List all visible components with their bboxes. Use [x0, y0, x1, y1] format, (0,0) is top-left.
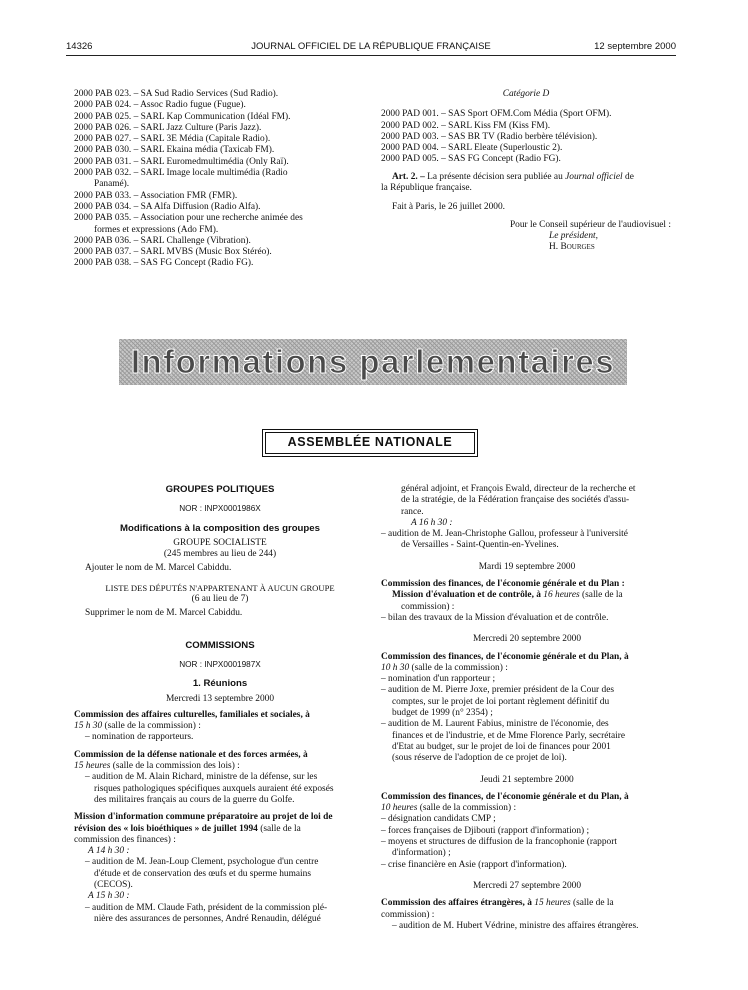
- commissions-heading: COMMISSIONS: [185, 639, 255, 651]
- commission-title: Commission des finances, de l'économie générale et du Plan :: [381, 579, 625, 590]
- reunions-heading: 1. Réunions: [192, 678, 248, 690]
- commission-time: 10 h 30: [381, 662, 410, 673]
- commission-title: Commission de la défense nationale et des forces armées, à: [74, 749, 308, 760]
- groupe-socialiste-count: (245 membres au lieu de 244): [163, 549, 277, 560]
- groupe-socialiste: GROUPE SOCIALISTE: [173, 537, 267, 548]
- section-banner: [119, 339, 627, 385]
- signature-name: H. Bourges: [549, 242, 595, 253]
- list-item: 2000 PAD 004. – SARL Eleate (Superloustic 2).: [381, 143, 563, 154]
- commission-title: Commission des finances, de l'économie générale et du Plan, à: [381, 791, 629, 802]
- commission-time: 16 heures: [543, 590, 580, 601]
- page-header: [66, 40, 676, 54]
- commission-title: Mission d'information commune préparatoire au projet de loi de: [74, 812, 333, 823]
- agenda-item: – forces françaises de Djibouti (rapport d'information) ;: [381, 825, 590, 836]
- agenda-item: – audition de M. Alain Richard, ministre de la défense, sur les: [85, 772, 318, 783]
- signature-title: Le président,: [549, 230, 598, 241]
- list-item: 2000 PAB 024. – Assoc Radio fugue (Fugue).: [74, 100, 246, 111]
- signature-authority: Pour le Conseil supérieur de l'audiovisuel :: [509, 219, 671, 230]
- list-item: Panamé).: [94, 179, 130, 190]
- agenda-item: – audition de M. Jean-Loup Clement, psychologue d'un centre: [85, 857, 319, 868]
- list-item: 2000 PAD 005. – SAS FG Concept (Radio FG).: [381, 154, 561, 165]
- date-heading: Mardi 19 septembre 2000: [478, 561, 576, 572]
- agenda-item: – bilan des travaux de la Mission d'évaluation et de contrôle.: [381, 612, 609, 623]
- agenda-item: – nomination d'un rapporteur ;: [381, 674, 496, 685]
- right-column: général adjoint, et François Ewald, directeur de la recherche et de la stratégie, de la Fédération française des sociétés d'assu- rance. A 16 h 30 : – audition de M. Jean-Christophe Gallou, professeur à l'université de Versailles - Saint-Quentin-en-Yvelines. Mardi 19 septembre 2000 Commission des finances, de l'économie générale et du Plan : Mission d'évaluation et de contrôle, à 16 heures (salle de la commission) : – bilan des travaux de la Mission d'évaluation et de contrôle. Mercredi 20 septembre 2000 Commission des finances, de l'économie générale et du Plan, à 10 h 30 (salle de la commission) : – nomination d'un rapporteur ; – audition de M. Pierre Joxe, premier président de la Cour des comptes, sur le projet de loi portant règlement définitif du budget de 1999 (n° 2354) ; – audition de M. Laurent Fabius, ministre de l'économie, des finances et de l'industrie, et de Mme Florence Parly, secrétaire d'Etat au budget, sur le projet de loi de finances pour 2001 (sous réserve de l'adoption de ce projet de loi). Jeudi 21 septembre 2000 Commission des finances, de l'économie générale et du Plan, à 10 heures (salle de la commission) : – désignation candidats CMP ; – forces françaises de Djibouti (rapport d'information) ; – moyens et structures de diffusion de la francophonie (rapport d'information) ; – crise financière en Asie (rapport d'information). Mercredi 27 septembre 2000 Commission des affaires étrangères, à 15 heures (salle de la commission) : – audition de M. Hubert Védrine, ministre des affaires étrangères.: [381, 484, 673, 932]
- list-item: 2000 PAB 036. – SARL Challenge (Vibration).: [74, 235, 251, 246]
- commission-time: 15 heures: [534, 898, 571, 909]
- list-item: 2000 PAB 033. – Association FMR (FMR).: [74, 190, 238, 201]
- list-item: 2000 PAB 038. – SAS FG Concept (Radio FG).: [74, 258, 254, 269]
- journal-title: JOURNAL OFFICIEL DE LA RÉPUBLIQUE FRANÇAISE: [251, 41, 491, 52]
- ajouter-note: Ajouter le nom de M. Marcel Cabiddu.: [85, 563, 232, 574]
- fait-a-paris: Fait à Paris, le 26 juillet 2000.: [392, 202, 506, 213]
- date-heading: Mercredi 27 septembre 2000: [472, 880, 582, 891]
- session-time: A 16 h 30 :: [411, 517, 453, 528]
- page-number: 14326: [66, 41, 93, 52]
- agenda-item: – audition de M. Pierre Joxe, premier président de la Cour des: [381, 685, 615, 696]
- list-item: 2000 PAD 002. – SARL Kiss FM (Kiss FM).: [381, 120, 551, 131]
- list-item: 2000 PAB 034. – SA Alfa Diffusion (Radio Alfa).: [74, 201, 261, 212]
- list-item: formes et expressions (Ado FM).: [94, 224, 219, 235]
- pad-list: [381, 109, 671, 165]
- agenda-item: – crise financière en Asie (rapport d'information).: [381, 859, 567, 870]
- commission-time: 15 h 30: [74, 721, 103, 732]
- commission-title: Commission des finances, de l'économie générale et du Plan, à: [381, 651, 629, 662]
- date-heading: Mercredi 13 septembre 2000: [165, 693, 275, 704]
- liste-count: (6 au lieu de 7): [191, 594, 249, 605]
- list-item: 2000 PAB 030. – SARL Ekaina média (Taxicab FM).: [74, 145, 275, 156]
- agenda-item: – nomination de rapporteurs.: [85, 732, 194, 743]
- list-item: 2000 PAB 031. – SARL Euromedmultimédia (Only Raï).: [74, 156, 289, 167]
- pab-list: [74, 89, 366, 270]
- banner-title: Informations parlementaires: [130, 343, 616, 381]
- list-item: 2000 PAD 001. – SAS Sport OFM.Com Média (Sport OFM).: [381, 109, 612, 120]
- date-heading: Jeudi 21 septembre 2000: [480, 774, 574, 785]
- assembly-title: ASSEMBLÉE NATIONALE: [287, 435, 453, 450]
- header-rule: [66, 55, 676, 56]
- commission-title: Commission des affaires étrangères, à: [381, 898, 532, 909]
- article-2-cont: la République française.: [381, 183, 472, 194]
- commission-title: Commission des affaires culturelles, familiales et sociales, à: [74, 709, 310, 720]
- list-item: 2000 PAD 003. – SAS BR TV (Radio berbère télévision).: [381, 131, 598, 142]
- modif-heading: Modifications à la composition des groupes: [120, 522, 320, 534]
- agenda-item: – audition de M. Hubert Védrine, ministre des affaires étrangères.: [392, 920, 639, 931]
- left-column: GROUPES POLITIQUES NOR : INPX0001986X Modifications à la composition des groupes GROUPE SOCIALISTE (245 membres au lieu de 244) Ajouter le nom de M. Marcel Cabiddu. LISTE DES DÉPUTÉS N'APPARTENANT À AUCUN GROUPE (6 au lieu de 7) Supprimer le nom de M. Marcel Cabiddu. COMMISSIONS NOR : INPX0001987X 1. Réunions Mercredi 13 septembre 2000 Commission des affaires culturelles, familiales et sociales, à 15 h 30 (salle de la commission) : – nomination de rapporteurs. Commission de la défense nationale et des forces armées, à 15 heures (salle de la commission des lois) : – audition de M. Alain Richard, ministre de la défense, sur les risques pathologiques spécifiques auxquels auraient été exposés des militaires français au cours de la guerre du Golfe. Mission d'information commune préparatoire au projet de loi de révision des « lois bioéthiques » de juillet 1994 (salle de la commission des finances) : A 14 h 30 : – audition de M. Jean-Loup Clement, psychologue d'un centre d'étude et de conservation des œufs et du sperme humains (CECOS). A 15 h 30 : – audition de MM. Claude Fath, président de la commission plé- nière des assurances de personnes, André Renaudin, délégué: [74, 484, 366, 925]
- list-item: 2000 PAB 032. – SARL Image locale multimédia (Radio: [74, 168, 288, 179]
- commission-time: 10 heures: [381, 803, 418, 814]
- groupes-heading: GROUPES POLITIQUES: [165, 484, 275, 495]
- assembly-box: [262, 429, 478, 457]
- issue-date: 12 septembre 2000: [594, 41, 676, 52]
- liste-heading: LISTE DES DÉPUTÉS N'APPARTENANT À AUCUN GROUPE: [105, 582, 335, 593]
- list-item: 2000 PAB 027. – SARL 3E Média (Capitale Radio).: [74, 134, 271, 145]
- commission-time: 15 heures: [74, 761, 111, 772]
- category-heading: Catégorie D: [502, 89, 550, 99]
- list-item: 2000 PAB 037. – SARL MVBS (Music Box Stéréo).: [74, 247, 272, 258]
- groupes-nor: NOR : INPX0001986X: [179, 504, 261, 514]
- agenda-item: – désignation candidats CMP ;: [381, 814, 496, 825]
- session-time: A 15 h 30 :: [88, 891, 130, 902]
- list-item: 2000 PAB 023. – SA Sud Radio Services (Sud Radio).: [74, 89, 279, 99]
- list-item: 2000 PAB 035. – Association pour une recherche animée des: [74, 213, 303, 224]
- supprimer-note: Supprimer le nom de M. Marcel Cabiddu.: [85, 608, 243, 619]
- commissions-nor: NOR : INPX0001987X: [179, 659, 261, 669]
- session-time: A 14 h 30 :: [88, 846, 130, 857]
- agenda-item: – moyens et structures de diffusion de la francophonie (rapport: [381, 837, 617, 848]
- agenda-item: – audition de M. Jean-Christophe Gallou, professeur à l'université: [381, 529, 628, 540]
- list-item: 2000 PAB 026. – SARL Jazz Culture (Paris Jazz).: [74, 122, 262, 133]
- article-2: Art. 2. – La présente décision sera publiée au Journal officiel de: [392, 171, 634, 182]
- agenda-item: – audition de MM. Claude Fath, président de la commission plé-: [85, 902, 328, 913]
- list-item: 2000 PAB 025. – SARL Kap Communication (Idéal FM).: [74, 111, 291, 122]
- agenda-item: – audition de M. Laurent Fabius, ministre de l'économie, des: [381, 719, 609, 730]
- date-heading: Mercredi 20 septembre 2000: [472, 634, 582, 645]
- decision-block: [381, 89, 671, 254]
